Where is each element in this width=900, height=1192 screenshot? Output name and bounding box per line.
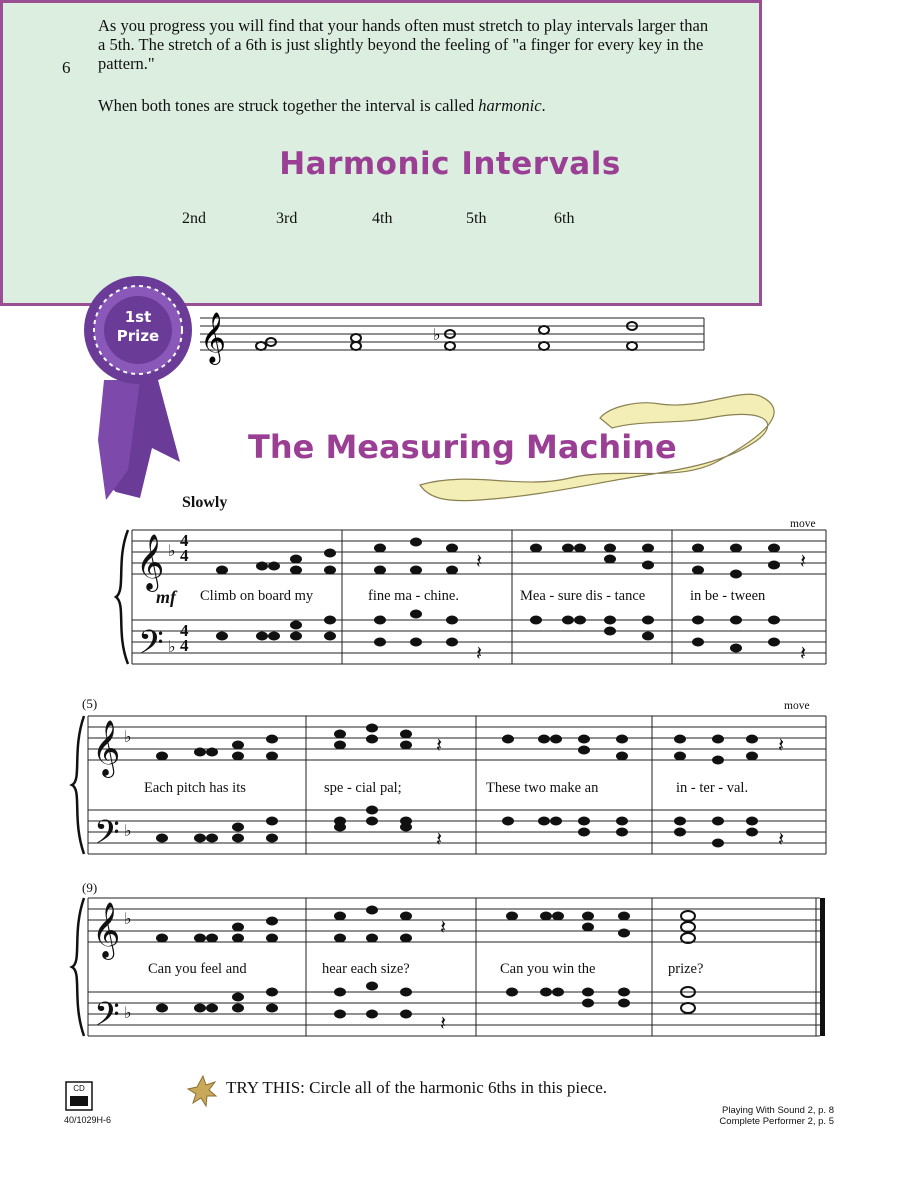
treble-clef-icon: 𝄞 [200,312,227,363]
lyric: hear each size? [322,961,410,977]
svg-text:4: 4 [180,531,189,550]
lyric: Mea - sure dis - tance [520,588,646,604]
svg-text:4: 4 [180,636,189,655]
svg-text:𝄽: 𝄽 [440,915,447,939]
svg-text:𝄽: 𝄽 [800,641,807,665]
lyric: spe - cial pal; [324,780,402,796]
measure-number: (9) [82,880,98,895]
harmonic-intervals-title: Harmonic Intervals [279,146,621,182]
lyric: prize? [668,961,704,977]
svg-text:𝄽: 𝄽 [436,827,443,851]
lyric: These two make an [486,780,599,796]
move-label: move [784,700,810,712]
move-label: move [790,518,816,530]
lyric: fine ma - chine. [368,588,459,604]
svg-text:𝄽: 𝄽 [778,733,785,757]
piece-title: The Measuring Machine [248,428,677,466]
svg-text:𝄽: 𝄽 [436,733,443,757]
interval-label: 6th [554,210,575,227]
harmonic-paragraph-end: . [541,96,546,115]
svg-text:𝄢: 𝄢 [94,814,120,860]
interval-label: 4th [372,210,393,227]
interval-label: 3rd [276,210,298,227]
try-this-instruction: TRY THIS: Circle all of the harmonic 6ths in this piece. [226,1078,608,1097]
lyric: Can you win the [500,961,596,977]
lyric: in - ter - val. [676,780,749,796]
lyric: in be - tween [690,588,766,604]
harmonic-term: harmonic [478,96,542,115]
tempo-marking: Slowly [182,494,228,511]
svg-text:𝄽: 𝄽 [778,827,785,851]
svg-text:♭: ♭ [433,325,441,344]
interval-label: 5th [466,210,487,227]
svg-text:𝄞: 𝄞 [92,720,121,776]
ribbon-text-2: Prize [116,327,160,345]
measure-number: (5) [82,696,98,711]
star-icon [188,1076,216,1106]
svg-text:𝄢: 𝄢 [138,624,164,670]
svg-text:♭: ♭ [168,541,176,560]
svg-text:4: 4 [180,546,189,565]
lyric: Each pitch has its [144,780,246,796]
svg-text:𝄞: 𝄞 [92,902,121,958]
svg-text:𝄢: 𝄢 [94,996,120,1042]
svg-text:♭: ♭ [124,909,132,928]
reference-2: Complete Performer 2, p. 5 [719,1116,834,1127]
intro-paragraph: As you progress you will find that your hands often must stretch to play intervals larger than a 5th. The stretch of a 6th is just slightly beyond the feeling of "a finger for every key in the pattern." [98,16,709,73]
svg-text:♭: ♭ [124,821,132,840]
ribbon-text-1: 1st [124,308,152,326]
lyric: Can you feel and [148,961,247,977]
svg-text:𝄞: 𝄞 [136,534,165,590]
svg-text:♭: ♭ [124,1003,132,1022]
interval-label: 2nd [182,210,206,227]
reference-1: Playing With Sound 2, p. 8 [722,1105,834,1116]
catalog-code: 40/1029H-6 [64,1115,112,1125]
book-references [719,1105,834,1127]
page-number: 6 [62,58,71,77]
cd-icon-label: CD [73,1084,85,1093]
svg-text:𝄽: 𝄽 [440,1011,447,1035]
svg-text:♭: ♭ [168,637,176,656]
svg-text:4: 4 [180,621,189,640]
svg-text:♭: ♭ [124,727,132,746]
note-heads [156,538,780,1019]
harmonic-paragraph-text: When both tones are struck together the interval is called [98,96,479,115]
svg-text:𝄽: 𝄽 [800,549,807,573]
lyric: Climb on board my [200,588,314,604]
svg-text:𝄽: 𝄽 [476,549,483,573]
dynamic-marking: mf [156,587,176,607]
svg-text:𝄽: 𝄽 [476,641,483,665]
